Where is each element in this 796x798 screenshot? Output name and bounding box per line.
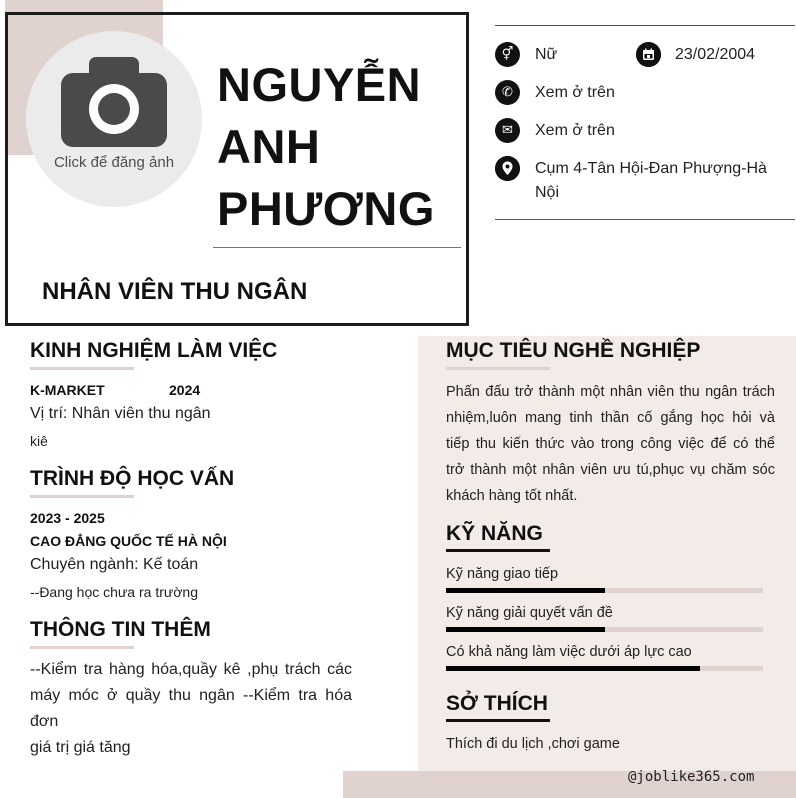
experience-title-underline <box>30 367 134 370</box>
name-divider <box>213 247 461 248</box>
photo-caption: Click để đăng ảnh <box>53 154 175 171</box>
additional-line: máy móc ở quầy thu ngân --Kiểm tra hóa đơn <box>30 687 352 730</box>
skills-title: KỸ NĂNG <box>446 522 543 545</box>
contact-top-rule <box>495 25 795 26</box>
objective-title: MỤC TIÊU NGHỀ NGHIỆP <box>446 339 701 362</box>
experience-year: 2024 <box>169 382 201 398</box>
education-major: Chuyên ngành: Kế toán <box>30 556 199 573</box>
education-school: CAO ĐẲNG QUỐC TẾ HÀ NỘI <box>30 533 227 549</box>
additional-text <box>30 657 352 761</box>
skill-bar <box>446 588 763 593</box>
experience-company: K-MARKET <box>30 382 105 398</box>
objective-title-underline <box>446 367 550 370</box>
hobbies-text: Thích đi du lịch ,chơi game <box>446 736 620 752</box>
contact-bottom-rule <box>495 219 795 220</box>
phone-text: Xem ở trên <box>535 84 615 101</box>
gender-text: Nữ <box>535 46 558 63</box>
skill-bar-fill <box>446 588 605 593</box>
skill-label: Kỹ năng giải quyết vấn đề <box>446 605 613 621</box>
name-line: NGUYỄN <box>217 58 422 111</box>
hobbies-title-underline <box>446 719 550 722</box>
objective-line: khách hàng tốt nhất. <box>446 488 578 504</box>
experience-title: KINH NGHIỆM LÀM VIỆC <box>30 339 278 362</box>
phone-icon: ✆ <box>495 80 520 105</box>
additional-line: giá trị giá tăng <box>30 739 131 756</box>
job-title: NHÂN VIÊN THU NGÂN <box>42 278 308 305</box>
additional-title-underline <box>30 646 134 649</box>
envelope-icon: ✉ <box>495 118 520 143</box>
additional-line: --Kiểm tra hàng hóa,quầy kê ,phụ trách các <box>30 661 352 678</box>
calendar-icon <box>636 42 661 67</box>
birthdate-text: 23/02/2004 <box>675 46 756 63</box>
education-title-underline <box>30 495 134 498</box>
full-name <box>217 54 461 240</box>
skill-bar <box>446 627 763 632</box>
photo-upload[interactable] <box>26 31 202 207</box>
objective-text <box>446 379 775 509</box>
experience-note: kiê <box>30 433 48 449</box>
skill-label: Kỹ năng giao tiếp <box>446 566 559 582</box>
address-line: Cụm 4-Tân Hội-Đan Phượng-Hà <box>535 160 767 177</box>
objective-line: Phấn đấu trở thành một nhân viên thu ngân trách <box>446 384 775 400</box>
name-line: PHƯƠNG <box>217 182 435 235</box>
watermark: @joblike365.com <box>628 769 755 785</box>
address-text <box>535 157 785 205</box>
name-line: ANH <box>217 120 321 173</box>
location-pin-icon <box>495 156 520 181</box>
experience-position: Vị trí: Nhân viên thu ngân <box>30 405 211 422</box>
gender-icon: ⚥ <box>495 42 520 67</box>
address-line: Nội <box>535 184 560 201</box>
objective-line: trở thành một nhân viên ưu tú,phục vụ chăm sóc <box>446 462 775 478</box>
education-years: 2023 - 2025 <box>30 510 105 526</box>
hobbies-title: SỞ THÍCH <box>446 692 548 715</box>
objective-line: nhiệm,luôn mang tinh thần cố gắng học hỏi và <box>446 410 775 426</box>
education-title: TRÌNH ĐỘ HỌC VẤN <box>30 467 235 490</box>
additional-title: THÔNG TIN THÊM <box>30 618 211 641</box>
education-status: --Đang học chưa ra trường <box>30 584 198 600</box>
skills-title-underline <box>446 549 550 552</box>
skill-bar-fill <box>446 666 700 671</box>
email-text: Xem ở trên <box>535 122 615 139</box>
skill-label: Có khả năng làm việc dưới áp lực cao <box>446 644 692 660</box>
skill-bar-fill <box>446 627 605 632</box>
objective-line: tiếp thu kiến thức vào trong công việc để có thể <box>446 436 775 452</box>
skill-bar <box>446 666 763 671</box>
